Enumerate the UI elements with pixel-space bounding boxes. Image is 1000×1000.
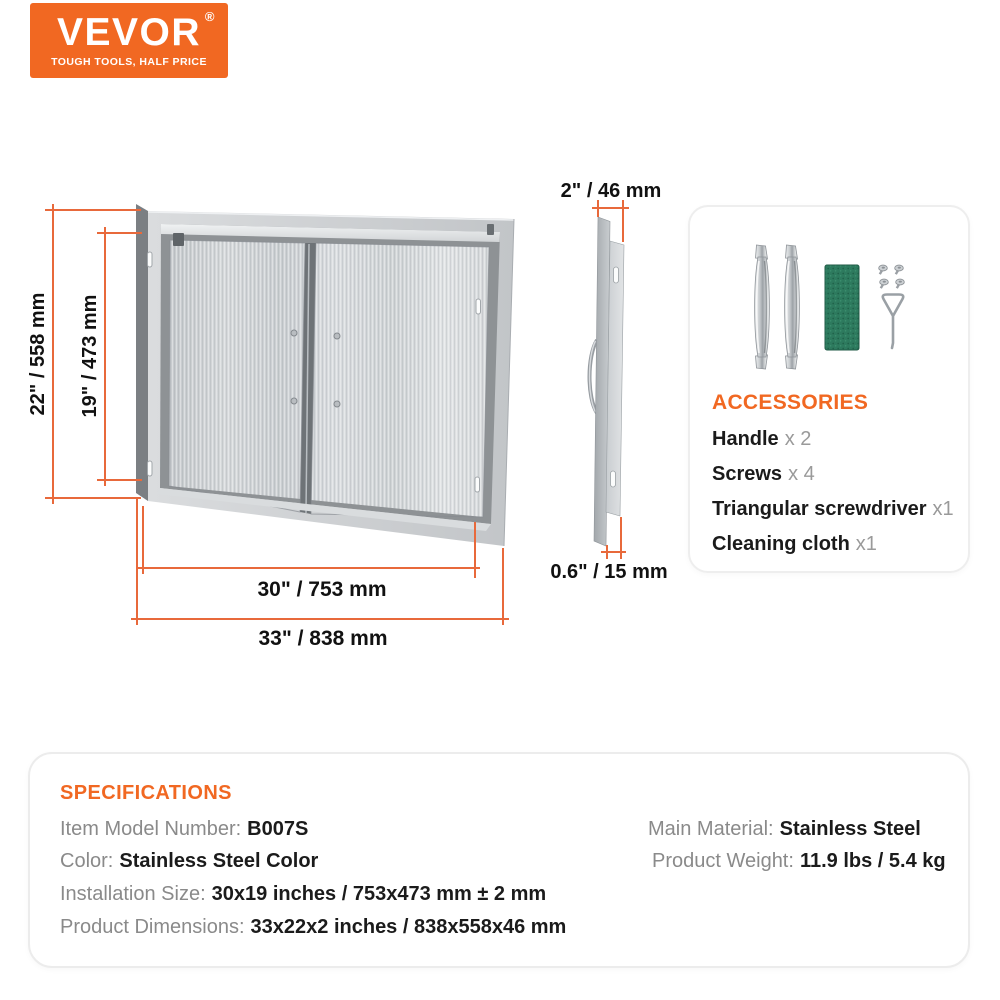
spec-value: 11.9 lbs / 5.4 kg — [799, 850, 946, 872]
accessory-item-handle — [712, 428, 954, 451]
handle-image-2 — [785, 245, 800, 369]
dim-label-flange-depth: 0.6" / 15 mm — [550, 561, 668, 583]
spec-value: Stainless Steel Color — [119, 850, 319, 872]
accessory-count: x 2 — [784, 428, 812, 450]
spec-label: Product Dimensions: — [60, 916, 245, 938]
brushed-texture — [169, 240, 489, 517]
spec-row-model — [60, 818, 308, 841]
spec-row-product-dimensions — [60, 916, 566, 939]
accessory-count: x 4 — [788, 463, 815, 485]
brand-name — [56, 9, 217, 54]
spec-label: Item Model Number: — [60, 818, 242, 840]
spec-label: Product Weight: — [652, 850, 794, 872]
spec-value: 33x22x2 inches / 838x558x46 mm — [250, 916, 567, 938]
accessory-count: x1 — [932, 498, 954, 520]
side-slot-bottom — [611, 471, 616, 487]
dim-label-inner-width: 30" / 753 mm — [257, 578, 387, 601]
accessories-card — [688, 205, 970, 573]
dim-label-outer-width: 33" / 838 mm — [258, 627, 388, 650]
frame-left-edge — [136, 204, 148, 501]
right-hinge-clip — [487, 224, 494, 235]
accessory-item-screwdriver — [712, 498, 954, 521]
spec-label: Main Material: — [648, 818, 774, 840]
side-slot-top — [614, 267, 619, 283]
screws-image — [879, 265, 905, 288]
cleaning-cloth-image — [825, 265, 859, 350]
accessory-count: x1 — [855, 533, 877, 555]
accessories-list — [712, 391, 954, 568]
accessories-illustration — [690, 207, 972, 397]
accessory-name: Triangular screwdriver — [712, 498, 927, 520]
side-profile — [590, 217, 625, 546]
door-body — [136, 204, 514, 546]
spec-row-color — [60, 850, 318, 873]
dim-label-outer-height: 22" / 558 mm — [27, 292, 49, 416]
triangular-screwdriver-image — [883, 295, 903, 349]
handle-image-1 — [755, 245, 770, 369]
accessory-name: Cleaning cloth — [712, 533, 850, 555]
spec-row-material — [648, 818, 921, 841]
spec-value: B007S — [247, 818, 309, 840]
spec-row-installation-size — [60, 883, 546, 906]
spec-value: Stainless Steel — [779, 818, 921, 840]
registered-mark: ® — [204, 9, 217, 24]
specifications-card — [28, 752, 970, 968]
left-hinge-clip — [173, 233, 184, 246]
accessory-item-cloth — [712, 533, 954, 556]
spec-label: Installation Size: — [60, 883, 206, 905]
brand-tagline: TOUGH TOOLS, HALF PRICE — [51, 56, 207, 68]
accessory-name: Handle — [712, 428, 779, 450]
door-side-view — [540, 160, 700, 600]
accessory-name: Screws — [712, 463, 783, 485]
accessory-item-screws — [712, 463, 954, 486]
specifications-title: SPECIFICATIONS — [60, 782, 232, 804]
dim-label-depth: 2" / 46 mm — [560, 180, 662, 202]
spec-label: Color: — [60, 850, 114, 872]
spec-value: 30x19 inches / 753x473 mm ± 2 mm — [211, 883, 547, 905]
vevor-logo — [30, 3, 228, 78]
spec-row-weight — [652, 850, 946, 873]
brand-name-text: VEVOR — [56, 11, 202, 54]
accessories-title: ACCESSORIES — [712, 391, 869, 414]
dim-label-inner-height: 19" / 473 mm — [79, 294, 101, 418]
double-door-front-view — [10, 170, 565, 665]
